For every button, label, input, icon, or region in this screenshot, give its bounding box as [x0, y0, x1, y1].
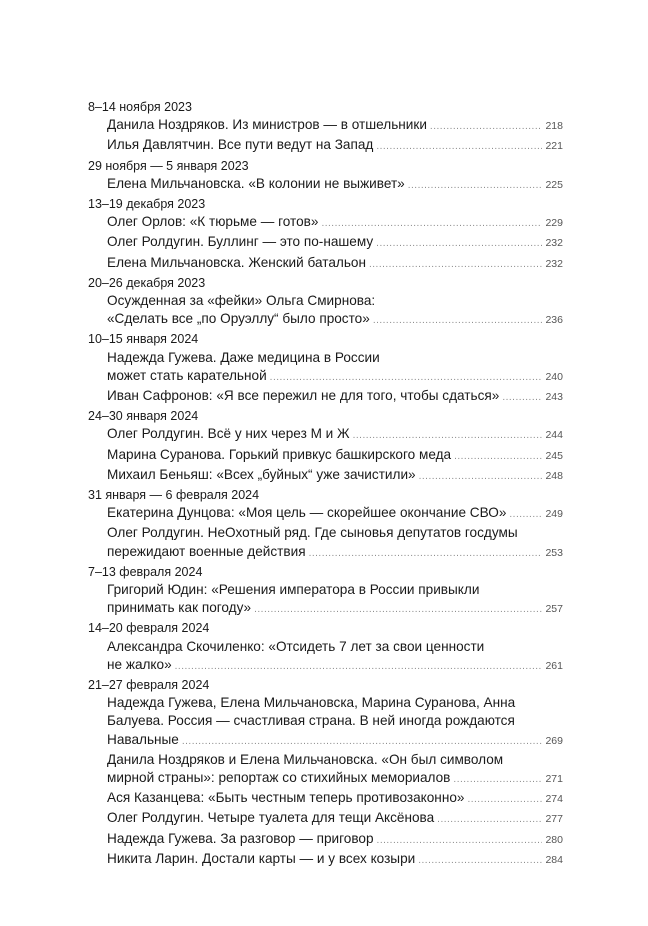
dot-leader — [254, 601, 542, 619]
dot-leader — [376, 138, 542, 156]
entry-title-line: Иван Сафронов: «Я все пережил не для того, чтобы сдаться» — [107, 387, 500, 403]
dot-leader — [430, 118, 543, 136]
dot-leader — [467, 791, 542, 809]
page-number: 274 — [545, 793, 563, 806]
dot-leader — [376, 235, 542, 253]
toc-entry[interactable] — [88, 789, 563, 809]
entry-title-line: Олег Ролдугин. НеОхотный ряд. Где сыновья депутатов госдумы — [107, 525, 518, 541]
dot-leader — [309, 545, 543, 563]
toc-entry[interactable] — [88, 387, 563, 407]
entry-title-line: может стать карательной — [107, 367, 267, 383]
dot-leader — [182, 733, 543, 751]
page-number: 248 — [545, 469, 563, 482]
dot-leader — [408, 177, 543, 195]
toc-section — [88, 676, 563, 870]
toc-entry[interactable] — [88, 116, 563, 136]
toc-entry[interactable] — [88, 850, 563, 870]
dot-leader — [437, 811, 542, 829]
toc-section — [88, 98, 563, 157]
toc-entry[interactable] — [88, 349, 563, 387]
toc-entry[interactable] — [88, 638, 563, 676]
entry-title-line: не жалко» — [107, 656, 172, 672]
section-date-heading: 29 ноября — 5 января 2023 — [88, 158, 249, 173]
entry-title-line: Елена Мильчановска. «В колонии не выживет» — [107, 175, 405, 191]
section-date-heading: 10–15 января 2024 — [88, 332, 199, 347]
dot-leader — [321, 215, 542, 233]
page-number: 249 — [545, 508, 563, 521]
toc-entry[interactable] — [88, 694, 563, 751]
page-number: 232 — [545, 237, 563, 250]
page-number: 218 — [545, 120, 563, 133]
dot-leader — [419, 468, 543, 486]
entry-title-line: Надежда Гужева, Елена Мильчановска, Марина Суранова, Анна — [107, 695, 516, 711]
toc-section — [88, 407, 563, 486]
entry-title-line: Марина Суранова. Горький привкус башкирского меда — [107, 446, 452, 462]
section-date-heading: 7–13 февраля 2024 — [88, 564, 203, 579]
dot-leader — [453, 771, 542, 789]
toc-entry[interactable] — [88, 504, 563, 524]
toc-entry[interactable] — [88, 175, 563, 195]
dot-leader — [418, 852, 542, 870]
page-number: 232 — [545, 257, 563, 270]
page-number: 244 — [545, 429, 563, 442]
toc-entry[interactable] — [88, 233, 563, 253]
section-date-heading: 31 января — 6 февраля 2024 — [88, 487, 260, 502]
dot-leader — [377, 832, 543, 850]
entry-title-line: Надежда Гужева. Даже медицина в России — [107, 349, 380, 365]
toc-entry[interactable] — [88, 830, 563, 850]
entry-title-line: Олег Ролдугин. Всё у них через М и Ж — [107, 426, 350, 442]
entry-title-line: Олег Ролдугин. Буллинг — это по-нашему — [107, 234, 374, 250]
entry-title-line: Михаил Беньяш: «Всех „буйных“ уже зачистили» — [107, 466, 416, 482]
toc-entry[interactable] — [88, 254, 563, 274]
section-date-heading: 24–30 января 2024 — [88, 409, 199, 424]
entry-title-line: Данила Ноздряков и Елена Мильчановска. «Он был символом — [107, 751, 504, 767]
page-number: 271 — [545, 772, 563, 785]
page-number: 257 — [545, 603, 563, 616]
dot-leader — [270, 369, 543, 387]
page-number: 280 — [545, 833, 563, 846]
toc-entry[interactable] — [88, 446, 563, 466]
entry-title-line: принимать как погоду» — [107, 600, 252, 616]
toc-entry[interactable] — [88, 751, 563, 789]
entry-title-line: Илья Давлятчин. Все пути ведут на Запад — [107, 137, 374, 153]
page-number: 269 — [545, 734, 563, 747]
dot-leader — [509, 506, 542, 524]
entry-title-line: «Сделать все „по Оруэллу“ было просто» — [107, 311, 370, 327]
entry-title-line: Надежда Гужева. За разговор — приговор — [107, 830, 374, 846]
page-number: 243 — [545, 390, 563, 403]
dot-leader — [454, 448, 542, 466]
toc-entry[interactable] — [88, 581, 563, 619]
page-number: 245 — [545, 449, 563, 462]
entry-title-line: Александра Скочиленко: «Отсидеть 7 лет за свои ценности — [107, 638, 485, 654]
entry-title-line: Елена Мильчановска. Женский батальон — [107, 254, 366, 270]
toc-section — [88, 563, 563, 620]
section-date-heading: 14–20 февраля 2024 — [88, 621, 210, 636]
toc-entry[interactable] — [88, 425, 563, 445]
page-number: 253 — [545, 546, 563, 559]
toc-section — [88, 330, 563, 407]
entry-title-line: Ася Казанцева: «Быть честным теперь противозаконно» — [107, 790, 465, 806]
entry-title-line: Навальные — [107, 731, 179, 747]
dot-leader — [353, 427, 543, 445]
section-date-heading: 13–19 декабря 2023 — [88, 196, 206, 211]
toc-section — [88, 486, 563, 563]
page-number: 261 — [545, 659, 563, 672]
dot-leader — [175, 658, 543, 676]
dot-leader — [502, 389, 542, 407]
entry-title-line: пережидают военные действия — [107, 543, 306, 559]
page-number: 221 — [545, 140, 563, 153]
toc-entry[interactable] — [88, 524, 563, 562]
entry-title-line: Олег Орлов: «К тюрьме — готов» — [107, 214, 319, 230]
toc-entry[interactable] — [88, 292, 563, 330]
dot-leader — [369, 256, 542, 274]
toc-section — [88, 619, 563, 676]
section-date-heading: 8–14 ноября 2023 — [88, 100, 192, 114]
entry-title-line: Олег Ролдугин. Четыре туалета для тещи Аксёнова — [107, 810, 435, 826]
toc-section — [88, 195, 563, 274]
entry-title-line: Григорий Юдин: «Решения императора в России привыкли — [107, 581, 480, 597]
entry-title-line: Екатерина Дунцова: «Моя цель — скорейшее окончание СВО» — [107, 505, 507, 521]
toc-entry[interactable] — [88, 213, 563, 233]
entry-title-line: мирной страны»: репортаж со стихийных мемориалов — [107, 769, 451, 785]
page-number: 240 — [545, 370, 563, 383]
section-date-heading: 21–27 февраля 2024 — [88, 677, 210, 692]
toc-entry[interactable] — [88, 136, 563, 156]
toc-section — [88, 274, 563, 331]
page-number: 225 — [545, 178, 563, 191]
entry-title-line: Осужденная за «фейки» Ольга Смирнова: — [107, 292, 376, 308]
toc-section — [88, 157, 563, 195]
entry-title-line: Данила Ноздряков. Из министров — в отшельники — [107, 117, 427, 133]
page-number: 284 — [545, 853, 563, 866]
toc-entry[interactable] — [88, 466, 563, 486]
page-number: 277 — [545, 813, 563, 826]
toc-entry[interactable] — [88, 809, 563, 829]
entry-title-line: Никита Ларин. Достали карты — и у всех козыри — [107, 850, 416, 866]
dot-leader — [373, 312, 543, 330]
entry-title-line: Балуева. Россия — счастливая страна. В ней иногда рождаются — [107, 713, 515, 729]
table-of-contents — [88, 98, 563, 870]
section-date-heading: 20–26 декабря 2023 — [88, 275, 206, 290]
page-number: 236 — [545, 314, 563, 327]
page-number: 229 — [545, 217, 563, 230]
